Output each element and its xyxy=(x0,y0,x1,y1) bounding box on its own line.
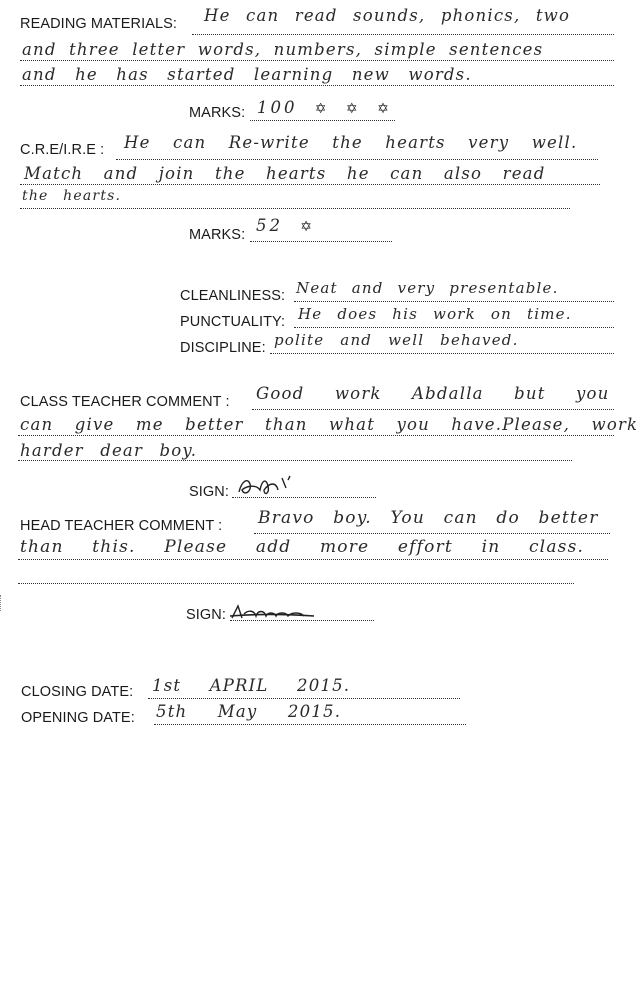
star-icon: ✡ xyxy=(300,219,315,235)
reading-comment-line-2: and three letter words, numbers, simple sentences xyxy=(22,40,544,59)
dotted-line xyxy=(192,34,614,35)
cre-comment-line-2: Match and join the hearts he can also read xyxy=(24,164,546,183)
dotted-line xyxy=(20,208,570,209)
dotted-line xyxy=(230,620,374,621)
dotted-line xyxy=(232,497,376,498)
dotted-line xyxy=(270,353,614,354)
dotted-line xyxy=(18,559,608,560)
reading-materials-label: READING MATERIALS: xyxy=(20,16,178,32)
opening-date-label: OPENING DATE: xyxy=(21,710,135,726)
cleanliness-value: Neat and very presentable. xyxy=(296,279,559,297)
reading-comment-line-3: and he has started learning new words. xyxy=(22,65,472,84)
class-teacher-signature xyxy=(234,470,294,500)
class-teacher-sign-label: SIGN: xyxy=(189,484,229,500)
punctuality-label: PUNCTUALITY: xyxy=(180,314,286,330)
dotted-line xyxy=(250,120,395,121)
scan-edge-mark xyxy=(0,595,4,611)
dotted-line xyxy=(20,60,614,61)
head-teacher-comment-line-1: Bravo boy. You can do better xyxy=(258,508,599,528)
cre-marks-label: MARKS: xyxy=(189,227,246,243)
dotted-line xyxy=(18,583,574,584)
head-teacher-sign-label: SIGN: xyxy=(186,607,226,623)
opening-date-value: 5th May 2015. xyxy=(156,702,342,721)
head-teacher-comment-line-2: than this. Please add more effort in class. xyxy=(20,537,585,557)
dotted-line xyxy=(116,159,598,160)
punctuality-value: He does his work on time. xyxy=(298,305,572,323)
dotted-line xyxy=(20,184,600,185)
dotted-line xyxy=(18,435,614,436)
closing-date-label: CLOSING DATE: xyxy=(21,684,134,700)
dotted-line xyxy=(252,409,614,410)
class-teacher-comment-line-1: Good work Abdalla but you xyxy=(256,384,610,403)
cre-marks-value: 52 ✡ xyxy=(256,216,315,235)
closing-date-value: 1st APRIL 2015. xyxy=(152,676,351,695)
discipline-value: polite and well behaved. xyxy=(274,331,519,349)
head-teacher-comment-label: HEAD TEACHER COMMENT : xyxy=(20,518,223,534)
cre-ire-label: C.R.E/I.R.E : xyxy=(20,142,105,158)
dotted-line xyxy=(18,460,572,461)
reading-comment-line-1: He can read sounds, phonics, two xyxy=(204,6,571,25)
class-teacher-comment-label: CLASS TEACHER COMMENT : xyxy=(20,394,230,410)
dotted-line xyxy=(294,301,614,302)
dotted-line xyxy=(250,241,392,242)
dotted-line xyxy=(154,724,466,725)
reading-marks-value: 100 ✡ ✡ ✡ xyxy=(257,98,392,117)
cre-comment-line-3: the hearts. xyxy=(22,188,122,204)
dotted-line xyxy=(294,327,614,328)
cre-comment-line-1: He can Re-write the hearts very well. xyxy=(124,133,578,152)
discipline-label: DISCIPLINE: xyxy=(180,340,266,356)
class-teacher-comment-line-3: harder dear boy. xyxy=(20,441,198,460)
dotted-line xyxy=(20,85,614,86)
cleanliness-label: CLEANLINESS: xyxy=(180,288,286,304)
dotted-line xyxy=(254,533,610,534)
star-icon: ✡ ✡ ✡ xyxy=(314,101,392,117)
dotted-line xyxy=(148,698,460,699)
class-teacher-comment-line-2: can give me better than what you have.Please, work xyxy=(20,415,639,434)
reading-marks-label: MARKS: xyxy=(189,105,246,121)
